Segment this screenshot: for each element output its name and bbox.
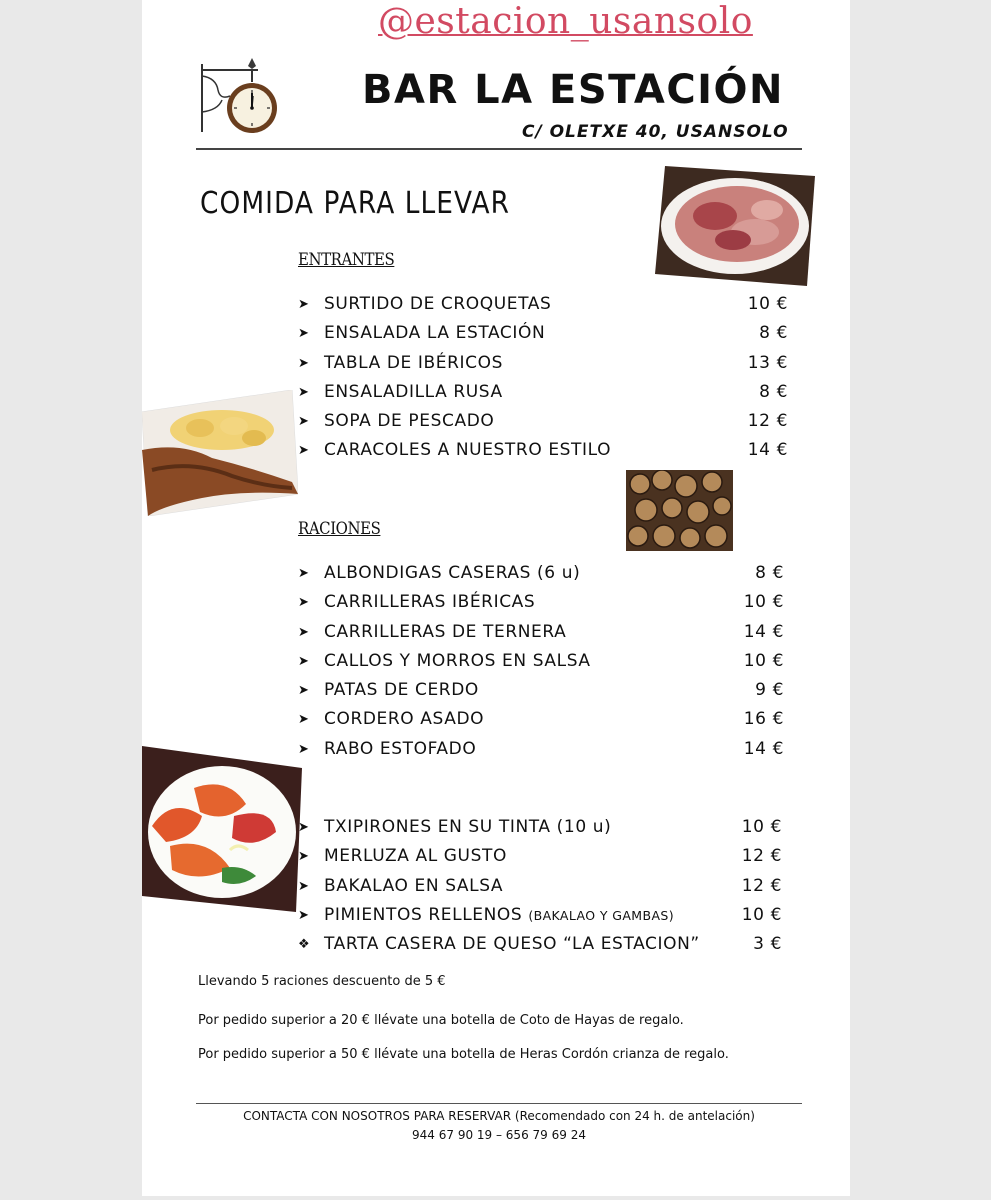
- arrowhead-bullet-icon: ➤: [298, 907, 310, 923]
- menu-item: [298, 842, 782, 871]
- arrowhead-bullet-icon: ➤: [298, 443, 310, 459]
- arrowhead-bullet-icon: ➤: [298, 384, 310, 400]
- snails-photo: [626, 470, 733, 551]
- item-price: 8 €: [759, 323, 788, 344]
- arrowhead-bullet-icon: ➤: [298, 849, 310, 865]
- contact-block: [196, 1107, 802, 1145]
- bar-address: C/ OLETXE 40, USANSOLO: [522, 122, 789, 142]
- station-clock-icon: [196, 56, 286, 140]
- item-price: 10 €: [743, 650, 784, 671]
- item-price: 9 €: [755, 680, 784, 701]
- arrowhead-bullet-icon: ➤: [298, 355, 310, 371]
- instagram-handle[interactable]: @estacion_usansolo: [378, 1, 753, 42]
- item-price: 8 €: [759, 381, 788, 402]
- section-title: COMIDA PARA LLEVAR: [200, 186, 510, 221]
- menu-item: [298, 872, 782, 901]
- item-name: CARRILLERAS DE TERNERA: [324, 621, 567, 642]
- menu-item: [298, 407, 788, 436]
- item-name: ENSALADA LA ESTACIÓN: [324, 323, 546, 344]
- stuffed-peppers-photo: [142, 746, 302, 912]
- menu-item: [298, 436, 788, 465]
- menu-item: [298, 349, 788, 378]
- contact-phones[interactable]: 944 67 90 19 – 656 79 69 24: [412, 1128, 586, 1142]
- bar-name-title: BAR LA ESTACIÓN: [362, 67, 785, 113]
- arrowhead-bullet-icon: ➤: [298, 414, 310, 430]
- item-name: TARTA CASERA DE QUESO “LA ESTACION”: [324, 934, 700, 955]
- menu-item: [298, 588, 784, 617]
- dessert-item: [298, 930, 782, 959]
- promo-note: Llevando 5 raciones descuento de 5 €: [198, 974, 446, 989]
- footer-divider: [196, 1103, 802, 1104]
- item-price: 16 €: [743, 709, 784, 730]
- header-divider: [196, 148, 802, 150]
- arrowhead-bullet-icon: ➤: [298, 566, 310, 581]
- roast-lamb-photo: [142, 390, 298, 516]
- arrowhead-bullet-icon: ➤: [298, 820, 310, 835]
- item-name: BAKALAO EN SALSA: [324, 875, 504, 896]
- item-name: ENSALADILLA RUSA: [324, 381, 503, 402]
- item-name: SOPA DE PESCADO: [324, 411, 495, 432]
- item-price: 12 €: [741, 846, 782, 867]
- item-price: 3 €: [753, 934, 782, 955]
- menu-item: [298, 705, 784, 734]
- more-items-list: [298, 813, 782, 959]
- item-price: 10 €: [743, 592, 784, 613]
- arrowhead-bullet-icon: ➤: [298, 624, 310, 640]
- contact-line: CONTACTA CON NOSOTROS PARA RESERVAR (Recomendado con 24 h. de antelación): [243, 1109, 755, 1123]
- item-price: 10 €: [741, 817, 782, 837]
- item-price: 14 €: [743, 621, 784, 642]
- arrowhead-bullet-icon: ➤: [298, 595, 310, 611]
- item-price: 8 €: [755, 563, 784, 583]
- menu-item: [298, 813, 782, 842]
- menu-item: [298, 676, 784, 705]
- item-name: CARRILLERAS IBÉRICAS: [324, 592, 536, 613]
- arrowhead-bullet-icon: ➤: [298, 878, 310, 894]
- arrowhead-bullet-icon: ➤: [298, 741, 310, 757]
- menu-item: [298, 647, 784, 676]
- arrowhead-bullet-icon: ➤: [298, 712, 310, 728]
- item-price: 12 €: [741, 875, 782, 896]
- item-name: [324, 901, 674, 930]
- item-name: SURTIDO DE CROQUETAS: [324, 294, 552, 314]
- item-name: CALLOS Y MORROS EN SALSA: [324, 650, 591, 671]
- item-name: TABLA DE IBÉRICOS: [324, 352, 503, 373]
- entrantes-heading: ENTRANTES: [298, 250, 395, 270]
- menu-item: [298, 319, 788, 348]
- item-name: MERLUZA AL GUSTO: [324, 846, 507, 867]
- item-name: PATAS DE CERDO: [324, 680, 479, 701]
- arrowhead-bullet-icon: ➤: [298, 297, 310, 312]
- item-price: 10 €: [741, 904, 782, 925]
- menu-item: [298, 290, 788, 319]
- raciones-list: [298, 559, 784, 764]
- item-name: TXIPIRONES EN SU TINTA (10 u): [324, 817, 612, 837]
- item-price: 14 €: [743, 738, 784, 759]
- menu-item: [298, 559, 784, 588]
- menu-item: [298, 618, 784, 647]
- raciones-heading: RACIONES: [298, 519, 381, 539]
- item-name: RABO ESTOFADO: [324, 738, 477, 759]
- promo-note: Por pedido superior a 20 € llévate una botella de Coto de Hayas de regalo.: [198, 1013, 684, 1028]
- item-price: 10 €: [747, 294, 788, 314]
- iberian-platter-photo: [655, 166, 815, 286]
- arrowhead-bullet-icon: ➤: [298, 326, 310, 342]
- item-name-main: PIMIENTOS RELLENOS: [324, 904, 523, 925]
- item-price: 14 €: [747, 440, 788, 461]
- menu-item: [298, 378, 788, 407]
- item-price: 13 €: [747, 352, 788, 373]
- promo-note: Por pedido superior a 50 € llévate una botella de Heras Cordón crianza de regalo.: [198, 1047, 729, 1062]
- item-name: CARACOLES A NUESTRO ESTILO: [324, 440, 612, 461]
- arrowhead-bullet-icon: ➤: [298, 653, 310, 669]
- item-price: 12 €: [747, 411, 788, 432]
- menu-item: [298, 735, 784, 764]
- menu-item: [298, 901, 782, 930]
- arrowhead-bullet-icon: ➤: [298, 683, 310, 699]
- entrantes-list: [298, 290, 788, 466]
- four-diamond-bullet-icon: ❖: [298, 937, 311, 953]
- item-name: ALBONDIGAS CASERAS (6 u): [324, 563, 581, 583]
- item-note: (BAKALAO Y GAMBAS): [528, 907, 675, 923]
- item-name: CORDERO ASADO: [324, 709, 485, 730]
